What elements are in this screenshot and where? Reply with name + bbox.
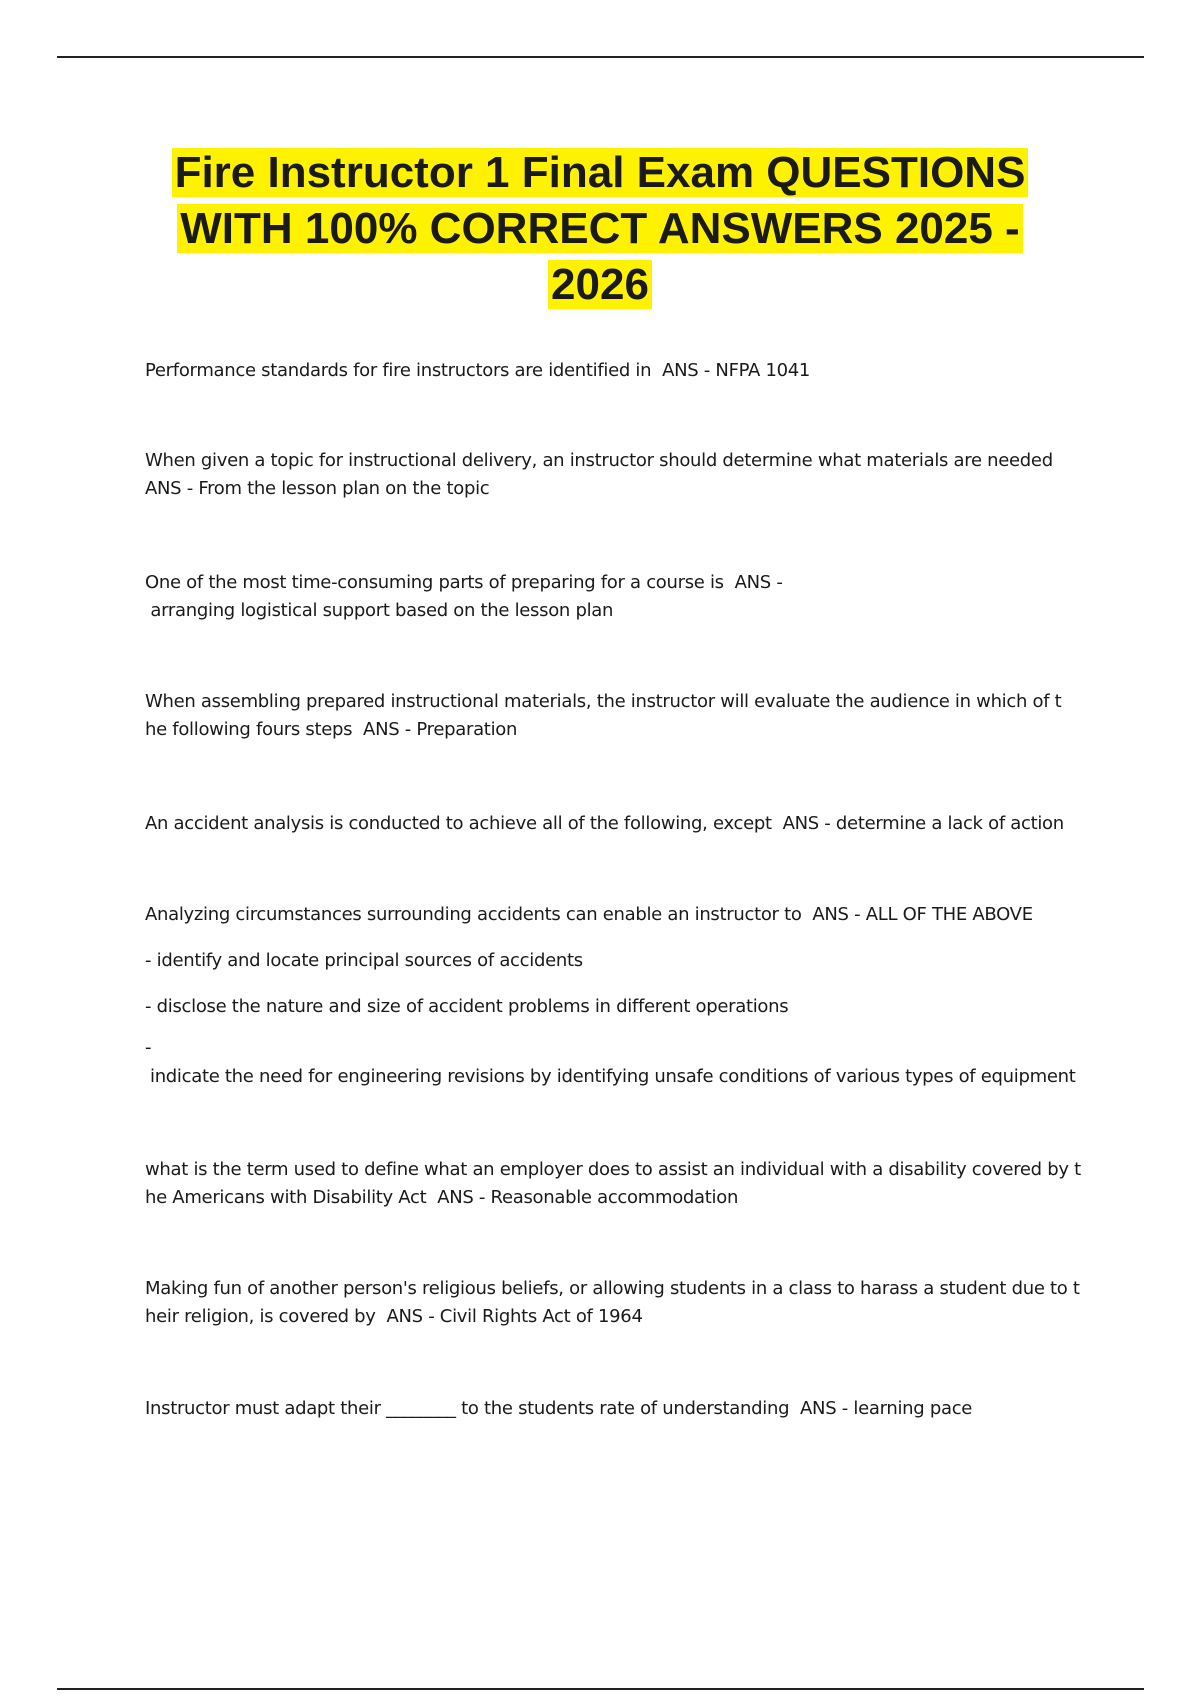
qa-item-3 [145, 569, 1090, 625]
qa-text: When assembling prepared instructional materials, the instructor will evaluate the audience in which of t [145, 691, 1062, 712]
title-line-1: Fire Instructor 1 Final Exam QUESTIONS [172, 148, 1029, 197]
qa-bullet-2: - disclose the nature and size of accident problems in different operations [145, 996, 789, 1017]
qa-bullet-1: - identify and locate principal sources of accidents [145, 950, 583, 971]
title-line-2: WITH 100% CORRECT ANSWERS 2025 - [177, 204, 1022, 253]
qa-text: Analyzing circumstances surrounding accidents can enable an instructor to ANS - ALL OF THE ABOVE [145, 904, 1033, 925]
qa-bullet-dash: - [145, 1037, 152, 1058]
top-rule [57, 56, 1144, 58]
qa-item-2 [145, 447, 1090, 503]
qa-item-8 [145, 1275, 1090, 1331]
qa-text: An accident analysis is conducted to achieve all of the following, except ANS - determine a lack of action [145, 813, 1064, 834]
qa-item-5 [145, 810, 1090, 838]
qa-item-7 [145, 1156, 1090, 1212]
qa-text: One of the most time-consuming parts of preparing for a course is ANS - [145, 572, 783, 593]
title-line-3: 2026 [548, 260, 652, 309]
qa-text: arranging logistical support based on the lesson plan [145, 600, 614, 621]
qa-text: Performance standards for fire instructors are identified in ANS - NFPA 1041 [145, 360, 811, 381]
qa-text: Making fun of another person's religious beliefs, or allowing students in a class to harass a student due to t [145, 1278, 1080, 1299]
qa-text: what is the term used to define what an employer does to assist an individual with a disability covered by t [145, 1159, 1081, 1180]
qa-text: When given a topic for instructional delivery, an instructor should determine what materials are needed [145, 450, 1053, 471]
qa-text: he following fours steps ANS - Preparation [145, 719, 518, 740]
qa-item-1 [145, 357, 1090, 385]
document-title [0, 145, 1200, 313]
qa-text: he Americans with Disability Act ANS - Reasonable accommodation [145, 1187, 739, 1208]
qa-bullet-3: indicate the need for engineering revisions by identifying unsafe conditions of various types of equipment [150, 1066, 1076, 1087]
qa-item-6 [145, 901, 1090, 1091]
qa-item-4 [145, 688, 1090, 744]
qa-text: ANS - From the lesson plan on the topic [145, 478, 490, 499]
qa-item-9 [145, 1395, 1090, 1423]
qa-text: Instructor must adapt their ________ to the students rate of understanding ANS - learning pace [145, 1398, 973, 1419]
qa-text: heir religion, is covered by ANS - Civil Rights Act of 1964 [145, 1306, 643, 1327]
bottom-rule [57, 1688, 1144, 1690]
